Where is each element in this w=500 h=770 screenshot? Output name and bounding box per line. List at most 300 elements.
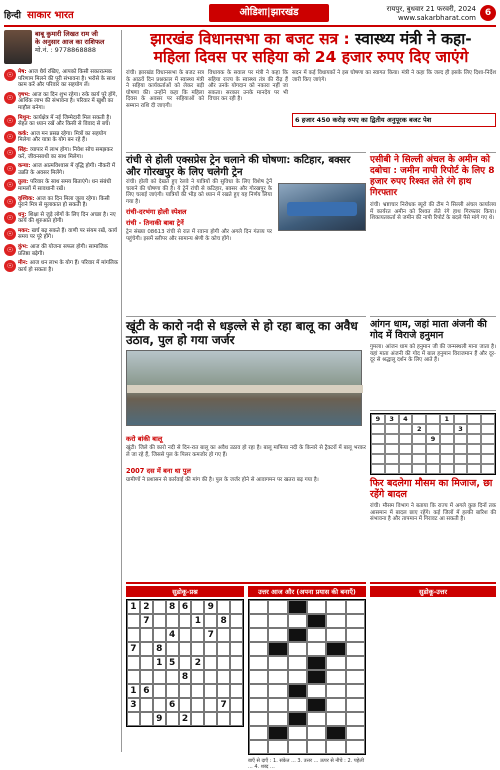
rashi-list <box>4 69 118 273</box>
sudoku-cell <box>217 712 230 726</box>
crossword-cell <box>288 614 307 628</box>
sudoku-cell: 3 <box>127 698 140 712</box>
train-subhead: रांची-दरभंगा होली स्पेशल <box>126 208 187 216</box>
lead-col1: रांची। झारखंड विधानसभा के बजट सत्र के आठवें दिन प्रश्नकाल में स्वास्थ्य मंत्री ने सहिया कार्यकर्ताओं को लेकर बड़ी घोषणा की। उन्होंने कहा कि महिला दिवस के अवसर पर सहियाओं को सम्मान राशि दी जाएगी। <box>126 70 204 109</box>
rashi-sign: सिंह: <box>18 146 30 153</box>
rashi-sign: कर्क: <box>18 130 31 137</box>
crossword-cell <box>249 642 268 656</box>
sudoku-cell <box>166 670 179 684</box>
sudoku-cell <box>127 656 140 670</box>
sudoku-cell: 7 <box>217 698 230 712</box>
train-body: रांची। होली को देखते हुए रेलवे ने यात्रियों की सुविधा के लिए विशेष ट्रेनें चलाने की घोषणा की है। ये ट्रेनें रांची से कटिहार, बक्सर और गोरखपुर के लिए चलाई जाएंगी। यात्रियों की भीड़ को ध्यान में रखते हुए यह निर्णय लिया गया है। <box>126 179 272 205</box>
rashi-text: आज आत्मविश्वास में वृद्धि होगी। नौकरी में उन्नति के अवसर मिलेंगे। <box>18 163 116 176</box>
crossword-cell <box>326 712 345 726</box>
zodiac-icon: ☉ <box>4 163 16 175</box>
crossword-cell <box>268 614 287 628</box>
crossword-clues: बाएँ से दाएँ : 1. संकेत ... 3. उत्तर ... ऊपर से नीचे : 2. पहेली ... 4. शब्द ... <box>248 758 364 770</box>
sudoku-cell <box>140 656 153 670</box>
section-label: हिन्दी <box>4 11 22 21</box>
crossword-grid <box>248 599 366 755</box>
sudoku-cell: 5 <box>166 656 179 670</box>
masthead-dateline <box>387 5 476 23</box>
crossword-cell <box>307 698 326 712</box>
sudoku-cell <box>179 642 192 656</box>
sand-label: करो बांकी बालू <box>126 435 163 443</box>
rashi-text: आज का दिन शुभ रहेगा। रुके कार्य पूरे होंगे, आर्थिक लाभ की संभावना है। परिवार में खुशी का माहौल बनेगा। <box>18 91 118 111</box>
sudoku-answer-cell <box>371 444 385 454</box>
sand-headline: खूंटी के कारो नदी से धड़ल्ले से हो रहा बालू का अवैध उठाव, पुल हो गया जर्जर <box>126 319 358 347</box>
sudoku-cell <box>217 642 230 656</box>
sudoku-answer-cell <box>426 454 440 464</box>
sudoku-cell <box>140 670 153 684</box>
crossword-cell <box>346 740 365 754</box>
rashi-sign: मीन: <box>18 260 30 267</box>
zodiac-icon: ☉ <box>4 228 16 240</box>
crossword-cell <box>288 726 307 740</box>
sudoku-cell <box>166 614 179 628</box>
sudoku-answer-cell <box>454 454 468 464</box>
train-subhead2: रांची - तिनाकी बाबा ट्रेनें <box>126 219 184 227</box>
acb-headline: एसीबी ने सिल्ली अंचल के अमीन को दबोचा : जमीन नापी रिपोर्ट के लिए 8 हजार रुपए रिश्वत लेते रंगे हाथ गिरफ्तार <box>370 155 495 198</box>
lead-col3: सदन में कई विधायकों ने इस घोषणा का स्वागत किया। मंत्री ने कहा कि जल्द ही इसके लिए दिशा-निर्देश जारी किए जाएंगे। <box>292 70 496 83</box>
sudoku-cell <box>153 628 166 642</box>
sudoku-cell: 1 <box>127 600 140 614</box>
sudoku-cell <box>191 670 204 684</box>
sudoku-cell: 4 <box>166 628 179 642</box>
sudoku-cell <box>140 712 153 726</box>
crossword-cell <box>307 670 326 684</box>
lead-headline-black: स्वास्थ्य मंत्री ने कहा- <box>355 30 472 48</box>
sudoku-cell: 7 <box>204 628 217 642</box>
sudoku-cell <box>230 698 243 712</box>
crossword-cell <box>268 670 287 684</box>
sudoku-answer-cell <box>385 444 399 454</box>
sudoku-cell <box>204 698 217 712</box>
rashi-text: आज धन लाभ के योग हैं। परिवार में मांगलिक कार्य हो सकता है। <box>18 260 118 273</box>
sudoku-cell <box>230 656 243 670</box>
crossword-cell <box>249 726 268 740</box>
sudoku-cell <box>230 684 243 698</box>
sudoku-answer-cell <box>385 434 399 444</box>
sudoku-answer-cell <box>467 424 481 434</box>
crossword-cell <box>346 600 365 614</box>
zodiac-icon: ☉ <box>4 115 16 127</box>
rashi-item <box>4 92 118 112</box>
sudoku-answer-grid <box>370 413 496 475</box>
sudoku-answer-cell: 1 <box>440 414 454 424</box>
sudoku-cell: 2 <box>179 712 192 726</box>
sudoku-cell: 9 <box>204 600 217 614</box>
sudoku-cell <box>191 642 204 656</box>
sudoku-answer-cell: 4 <box>399 414 413 424</box>
crossword-cell <box>307 614 326 628</box>
sudoku-cell: 9 <box>153 712 166 726</box>
crossword-cell <box>346 670 365 684</box>
crossword-cell <box>326 684 345 698</box>
sudoku-cell <box>153 698 166 712</box>
rashi-text: आज मन प्रसन्न रहेगा। मित्रों का सहयोग मिलेगा और यात्रा के योग बन रहे हैं। <box>18 130 107 144</box>
sudoku-cell <box>204 670 217 684</box>
sudoku-title: सुडोकू-प्रश्न <box>126 586 244 597</box>
aangan-headline: आंगन धाम, जहां माता अंजनी की गोद में विराजे हनुमान <box>370 319 487 341</box>
sudoku-answer-cell <box>454 444 468 454</box>
website[interactable]: www.sakarbharat.com <box>397 14 476 22</box>
sudoku-answer-cell <box>399 464 413 474</box>
crossword-cell <box>288 670 307 684</box>
crossword-cell <box>249 628 268 642</box>
zodiac-icon: ☉ <box>4 69 16 81</box>
aangan-body: गुमला। आंजन धाम को हनुमान जी की जन्मस्थली माना जाता है। यहां माता अंजनी की गोद में बाल हनुमान विराजमान हैं और दूर-दूर से श्रद्धालु दर्शन के लिए आते हैं। <box>370 344 496 363</box>
rashi-sign: वृषभ: <box>18 91 32 98</box>
crossword-cell <box>268 642 287 656</box>
sudoku-answer-cell <box>467 454 481 464</box>
zodiac-icon: ☉ <box>4 196 16 208</box>
rashi-text: आज की योजना सफल होगी। सामाजिक प्रतिष्ठा बढ़ेगी। <box>18 244 108 257</box>
sudoku-cell: 8 <box>217 614 230 628</box>
crossword-cell <box>288 698 307 712</box>
crossword-cell <box>307 628 326 642</box>
sudoku-answer-cell <box>426 444 440 454</box>
sudoku-answer-cell <box>454 464 468 474</box>
crossword-cell <box>249 712 268 726</box>
sudoku-cell <box>179 656 192 670</box>
crossword-cell <box>268 656 287 670</box>
sudoku-answer-cell <box>454 414 468 424</box>
crossword-cell <box>268 698 287 712</box>
sudoku-answer-cell <box>385 464 399 474</box>
sudoku-cell <box>217 600 230 614</box>
main-content <box>126 30 496 770</box>
sudoku-answer-cell <box>385 454 399 464</box>
crossword-cell <box>249 614 268 628</box>
rashi-sign: कन्या: <box>18 163 33 170</box>
rashi-text: शिक्षा से जुड़े लोगों के लिए दिन अच्छा है। नए कार्य की शुरुआत होगी। <box>18 211 116 225</box>
astrologer-ad <box>4 30 118 66</box>
zodiac-icon: ☉ <box>4 131 16 143</box>
rashifal-column <box>4 30 122 752</box>
rashi-sign: धनु: <box>18 211 29 218</box>
rashi-item <box>4 163 118 176</box>
crossword-cell <box>307 684 326 698</box>
sudoku-answer-cell <box>412 444 426 454</box>
sudoku-answer-cell: 2 <box>412 424 426 434</box>
crossword-cell <box>268 600 287 614</box>
train-headline: रांची से होली एक्सप्रेस ट्रेन चलाने की घोषणा: कटिहार, बक्सर और गोरखपुर के लिए चलेगी ट्रेन <box>126 155 351 178</box>
crossword-cell <box>346 726 365 740</box>
sudoku-cell <box>217 656 230 670</box>
crossword-cell <box>326 656 345 670</box>
sudoku-cell <box>230 670 243 684</box>
crossword-cell <box>307 600 326 614</box>
sudoku-answer-cell <box>412 464 426 474</box>
crossword-cell <box>288 642 307 656</box>
sudoku-grid <box>126 599 244 727</box>
rashi-item <box>4 69 118 89</box>
sudoku-answer-cell <box>481 414 495 424</box>
sudoku-cell <box>179 684 192 698</box>
budget-box: 6 हजार 450 करोड़ रुपए का द्वितीय अनुपूरक बजट पेश <box>292 113 496 127</box>
sudoku-answer-cell <box>454 434 468 444</box>
lead-col2: विधायक के सवाल पर मंत्री ने कहा कि सहिया राज्य के स्वास्थ्य तंत्र की रीढ़ हैं और उनके योगदान को नकारा नहीं जा सकता। सरकार उनके मानदेय पर भी विचार कर रही है। <box>208 70 288 102</box>
zodiac-icon: ☉ <box>4 244 16 256</box>
sudoku-answer-cell <box>481 444 495 454</box>
sudoku-answer-cell <box>440 464 454 474</box>
rashi-sign: मेष: <box>18 69 29 75</box>
sudoku-cell: 7 <box>140 614 153 628</box>
crossword-cell <box>326 614 345 628</box>
bridge-photo <box>126 350 362 426</box>
crossword-cell <box>268 726 287 740</box>
ad-line2: के अनुसार आज का राशिफल <box>35 38 105 46</box>
crossword-cell <box>326 740 345 754</box>
crossword-cell <box>249 740 268 754</box>
weather-article <box>370 410 496 576</box>
sudoku-answer-cell <box>467 414 481 424</box>
sudoku-cell: 2 <box>191 656 204 670</box>
crossword-cell <box>249 670 268 684</box>
sudoku-cell <box>230 712 243 726</box>
sudoku-answer-cell <box>481 454 495 464</box>
weather-headline: फिर बदलेगा मौसम का मिजाज, छा रहेंगे बादल <box>370 478 493 500</box>
crossword-cell <box>268 740 287 754</box>
crossword-cell <box>326 698 345 712</box>
sudoku-cell <box>204 684 217 698</box>
rashi-sign: मकर: <box>18 227 32 234</box>
sudoku-answer-cell <box>440 434 454 444</box>
crossword-cell <box>307 642 326 656</box>
lead-headline <box>126 30 496 66</box>
lead-headline-red: झारखंड विधानसभा का बजट सत्र : <box>150 30 356 48</box>
sand-mining-article <box>126 316 366 576</box>
sudoku-cell: 1 <box>127 684 140 698</box>
sudoku-cell <box>127 712 140 726</box>
sudoku-cell <box>191 600 204 614</box>
train-body2: ट्रेन संख्या 08613 रांची से रात में रवाना होगी और अगले दिन गंतव्य पर पहुंचेगी। इसमें स्लीपर और सामान्य श्रेणी के कोच होंगे। <box>126 229 272 242</box>
sudoku-cell: 1 <box>153 656 166 670</box>
sudoku-answer-cell <box>440 444 454 454</box>
train-photo <box>278 183 366 231</box>
crossword-cell <box>288 740 307 754</box>
sudoku-answer-cell <box>371 454 385 464</box>
rashi-text: आज का दिन मिला जुला रहेगा। किसी पुराने मित्र से मुलाकात हो सकती है। <box>18 195 110 209</box>
masthead <box>4 3 496 27</box>
sudoku-answer-cell <box>426 424 440 434</box>
crossword-cell <box>326 600 345 614</box>
bridge-label: 2007 दस में बना था पुल <box>126 467 192 475</box>
crossword-cell <box>288 600 307 614</box>
sudoku-answer-cell <box>412 414 426 424</box>
crossword-cell <box>346 628 365 642</box>
crossword-cell <box>346 642 365 656</box>
sudoku-cell <box>217 670 230 684</box>
sudoku-cell: 1 <box>191 614 204 628</box>
sudoku-cell <box>153 670 166 684</box>
sudoku-cell <box>230 642 243 656</box>
crossword-cell <box>268 712 287 726</box>
zodiac-icon: ☉ <box>4 179 16 191</box>
rashi-item <box>4 212 118 225</box>
weather-body: रांची। मौसम विभाग ने बताया कि राज्य में अगले कुछ दिनों तक आसमान में बादल छाए रहेंगे। कई जिलों में हल्की बारिश की संभावना है और तापमान में गिरावट आ सकती है। <box>370 503 496 522</box>
sudoku-cell: 7 <box>127 642 140 656</box>
sudoku-cell <box>140 628 153 642</box>
sudoku-answer-cell <box>399 434 413 444</box>
aangan-article <box>370 316 496 406</box>
rashi-text: व्यापार में लाभ होगा। निवेश सोच समझकर करें, जीवनसाथी का साथ मिलेगा। <box>18 146 113 160</box>
astrologer-photo <box>4 30 32 64</box>
rashi-item <box>4 228 118 241</box>
crossword-cell <box>326 628 345 642</box>
sudoku-answer-cell: 3 <box>454 424 468 434</box>
sudoku-cell <box>179 698 192 712</box>
sudoku-answer-cell <box>467 434 481 444</box>
sudoku-cell <box>166 642 179 656</box>
crossword-cell <box>326 642 345 656</box>
rashi-text: आज धैर्य रखिए, आपको किसी सकारात्मक परिणाम मिलने की पूरी संभावना है। भरोसे के साथ काम करें और परिवार का सहयोग लें। <box>18 69 116 89</box>
sudoku-cell: 8 <box>179 670 192 684</box>
sudoku-cell <box>153 600 166 614</box>
sudoku-cell <box>204 614 217 628</box>
sudoku-cell: 6 <box>166 698 179 712</box>
sudoku-cell <box>153 684 166 698</box>
crossword-cell <box>268 684 287 698</box>
sudoku-cell <box>230 614 243 628</box>
crossword-cell <box>307 726 326 740</box>
sudoku-cell <box>204 642 217 656</box>
sudoku-cell <box>179 628 192 642</box>
sudoku-answer-cell: 3 <box>385 414 399 424</box>
sudoku-answer-cell <box>399 454 413 464</box>
sudoku-answer-cell <box>399 444 413 454</box>
rashi-item <box>4 196 118 209</box>
zodiac-icon: ☉ <box>4 260 16 272</box>
sudoku-answer-cell <box>399 424 413 434</box>
ad-phone: मो.नं. : 9778868888 <box>35 46 96 54</box>
crossword-cell <box>326 726 345 740</box>
lead-headline-line2: महिला दिवस पर सहिया को 24 हजार रुपए दिए जाएंगे <box>153 48 469 66</box>
sudoku-answer-cell <box>426 414 440 424</box>
crossword-cell <box>288 656 307 670</box>
sudoku-cell <box>230 628 243 642</box>
rashi-item <box>4 244 118 257</box>
sudoku-cell <box>166 684 179 698</box>
lead-article-body <box>126 70 496 148</box>
rashi-item <box>4 115 118 128</box>
sudoku-cell <box>127 670 140 684</box>
crossword-cell <box>249 698 268 712</box>
sudoku-answer-title: सुडोकू-उत्तर <box>370 586 496 597</box>
crossword-cell <box>346 684 365 698</box>
crossword-cell <box>288 712 307 726</box>
crossword-title: उत्तर आज और (अपना प्रयास की बनाएँ) <box>248 586 366 597</box>
crossword-cell <box>249 656 268 670</box>
sudoku-cell: 6 <box>140 684 153 698</box>
rashi-item <box>4 179 118 192</box>
train-article <box>126 152 366 312</box>
crossword-cell <box>249 684 268 698</box>
acb-body: रांची। भ्रष्टाचार निरोधक ब्यूरो की टीम ने सिल्ली अंचल कार्यालय में कार्यरत अमीन को रिश्वत लेते रंगे हाथ गिरफ्तार किया। शिकायतकर्ता से जमीन की नापी रिपोर्ट के बदले पैसे मांगे गए थे। <box>370 202 496 221</box>
sudoku-cell <box>191 698 204 712</box>
edition-label: ओडिशा|झारखंड <box>209 4 329 22</box>
sudoku-answer-cell <box>467 444 481 454</box>
page-number: 6 <box>480 5 496 21</box>
sudoku-answer-cell: 9 <box>371 414 385 424</box>
sudoku-answer-cell <box>371 464 385 474</box>
masthead-brand-area <box>4 7 74 21</box>
sudoku-cell: 8 <box>166 600 179 614</box>
sudoku-cell <box>230 600 243 614</box>
date-line: रायपुर, बुधवार 21 फरवरी, 2024 <box>386 5 476 13</box>
sudoku-cell: 6 <box>179 600 192 614</box>
brand-name: साकार भारत <box>27 10 74 21</box>
sudoku-cell <box>127 628 140 642</box>
ad-line1: बाबू कुमारी लिखत राम जी <box>35 30 98 38</box>
crossword-cell <box>346 698 365 712</box>
sand-body2: ग्रामीणों ने प्रशासन से कार्रवाई की मांग की है। पुल के जर्जर होने से आवागमन पर खतरा बढ़ गया है। <box>126 477 319 483</box>
zodiac-icon: ☉ <box>4 147 16 159</box>
sudoku-cell <box>217 628 230 642</box>
acb-article <box>370 152 496 312</box>
sudoku-cell <box>191 628 204 642</box>
sudoku-answer-cell <box>481 424 495 434</box>
crossword-cell <box>307 656 326 670</box>
sudoku-answer-cell <box>371 424 385 434</box>
sudoku-answer-cell <box>440 424 454 434</box>
rashi-item <box>4 260 118 273</box>
sudoku-answer-cell <box>481 434 495 444</box>
sudoku-answer-cell <box>481 464 495 474</box>
crossword-cell <box>346 712 365 726</box>
crossword-cell <box>307 740 326 754</box>
sudoku-answer-box <box>370 582 496 752</box>
crossword-cell <box>288 684 307 698</box>
puzzle-section <box>126 582 366 770</box>
sudoku-cell <box>153 614 166 628</box>
crossword-cell <box>288 628 307 642</box>
sudoku-answer-cell: 9 <box>426 434 440 444</box>
sudoku-answer-cell <box>412 434 426 444</box>
crossword-cell <box>326 670 345 684</box>
rashi-text: खर्च बढ़ सकते हैं। वाणी पर संयम रखें, कार्य समय पर पूरे होंगे। <box>18 227 117 241</box>
sudoku-answer-cell <box>467 464 481 474</box>
sudoku-answer-cell <box>385 424 399 434</box>
rashi-item <box>4 131 118 144</box>
rashi-text: कार्यक्षेत्र में नई जिम्मेदारी मिल सकती है। सेहत का ध्यान रखें और किसी से विवाद से बचें। <box>18 114 112 128</box>
sudoku-cell <box>191 712 204 726</box>
sudoku-answer-cell <box>371 434 385 444</box>
sudoku-cell <box>140 698 153 712</box>
rashi-text: परिवार के साथ समय बिताएंगे। धन संबंधी मामलों में सावधानी रखें। <box>18 179 112 192</box>
rashi-sign: कुंभ: <box>18 244 30 251</box>
sudoku-answer-cell <box>412 454 426 464</box>
sudoku-cell <box>127 614 140 628</box>
sudoku-cell: 2 <box>140 600 153 614</box>
sudoku-cell <box>140 642 153 656</box>
sudoku-cell: 8 <box>153 642 166 656</box>
crossword-cell <box>346 656 365 670</box>
sudoku-answer-cell <box>426 464 440 474</box>
sudoku-cell <box>166 712 179 726</box>
crossword-cell <box>346 614 365 628</box>
sudoku-cell <box>191 684 204 698</box>
sudoku-answer-cell <box>440 454 454 464</box>
zodiac-icon: ☉ <box>4 212 16 224</box>
sudoku-cell <box>204 656 217 670</box>
crossword-cell <box>307 712 326 726</box>
rashi-sign: तुला: <box>18 179 31 186</box>
crossword-cell <box>249 600 268 614</box>
sudoku-cell <box>204 712 217 726</box>
zodiac-icon: ☉ <box>4 92 16 104</box>
